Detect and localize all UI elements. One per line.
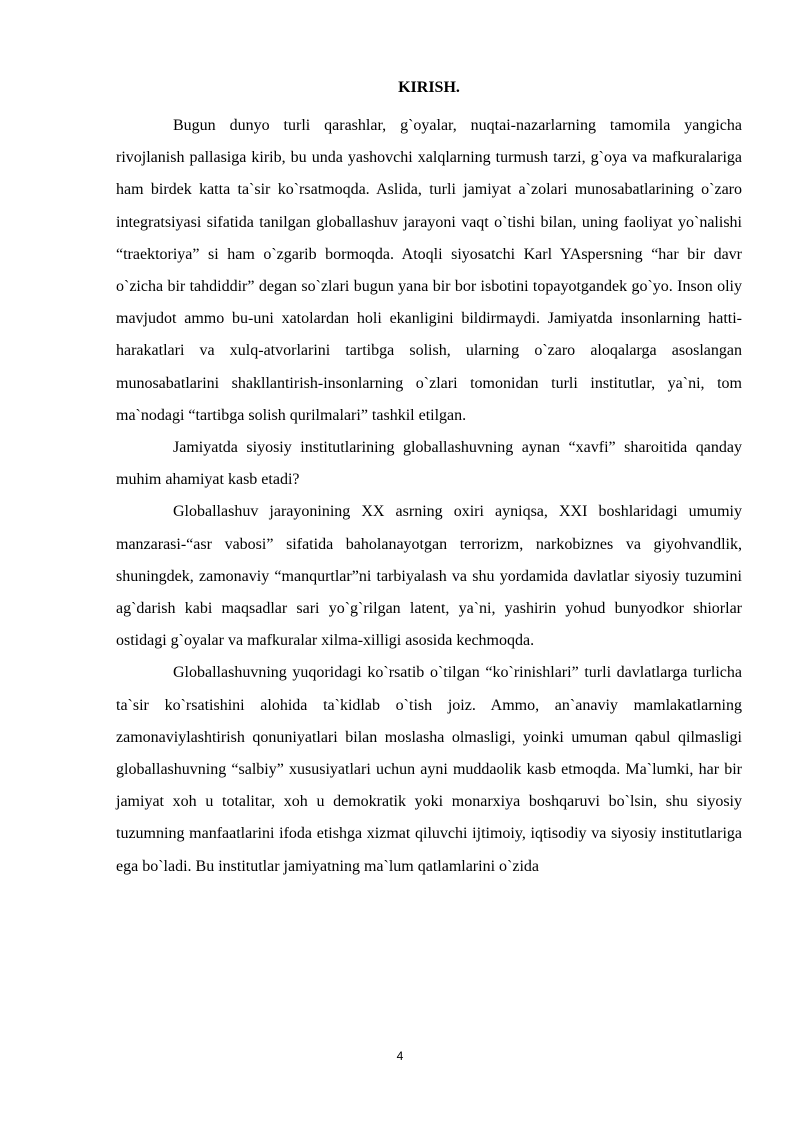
paragraph-globalization-effects: Globallashuvning yuqoridagi ko`rsatib o`tilgan “ko`rinishlari” turli davlatlarga turlicha ta`sir ko`rsatishini alohida ta`kidlab o`tish joiz. Ammo, an`anaviy mamlakatlarning zamonaviylashtirish qonuniyatlari bilan moslasha olmasligi, yoinki umuman qabul qilmasligi globallashuvning “salbiy” xususiyatlari uchun ayni muddaolik kasb etmoqda. Ma`lumki, har bir jamiyat xoh u totalitar, xoh u demokratik yoki monarxiya boshqaruvi bo`lsin, shu siyosiy tuzumning manfaatlarini ifoda etishga xizmat qiluvchi ijtimoiy, iqtisodiy va siyosiy institutlariga ega bo`ladi. Bu institutlar jamiyatning ma`lum qatlamlarini o`zida (116, 664, 742, 875)
page-number: 4 (396, 1049, 404, 1063)
paragraph-question: Jamiyatda siyosiy institutlarining globallashuvning aynan “xavfi” sharoitida qanday muhim ahamiyat kasb etadi? (116, 439, 742, 489)
paragraph-intro: Bugun dunyo turli qarashlar, g`oyalar, nuqtai-nazarlarning tamomila yangicha rivojlanish pallasiga kirib, bu unda yashovchi xalqlarning turmush tarzi, g`oya va mafkuralariga ham birdek katta ta`sir ko`rsatmoqda. Aslida, turli jamiyat a`zolari munosabatlarining o`zaro integratsiyasi sifatida tanilgan globallashuv jarayoni vaqt o`tishi bilan, uning faoliyat yo`nalishi “traektoriya” si ham o`zgarib bormoqda. Atoqli siyosatchi Karl YAspersning “har bir davr o`zicha bir tahdiddir” degan so`zlari bugun yana bir bor isbotini topayotgandek go`yo. Inson oliy mavjudot ammo bu-uni xatolardan holi ekanligini bildirmaydi. Jamiyatda insonlarning hatti- harakatlari va xulq-atvorlarini tartibga solish, ularning o`zaro aloqalarga asoslangan munosabatlarini shakllantirish-insonlarning o`zlari tomonidan turli institutlar, ya`ni, tom ma`nodagi “tartibga solish qurilmalari” tashkil etilgan. (116, 117, 742, 424)
section-title: KIRISH. (398, 79, 460, 96)
paragraph-globalization-process: Globallashuv jarayonining XX asrning oxiri ayniqsa, XXI boshlaridagi umumiy manzarasi-“asr vabosi” sifatida baholanayotgan terrorizm, narkobiznes va giyohvandlik, shuningdek, zamonaviy “manqurtlar”ni tarbiyalash va shu yordamida davlatlar siyosiy tuzumini ag`darish kabi maqsadlar sari yo`g`rilgan latent, ya`ni, yashirin yohud bunyodkor shiorlar ostidagi g`oyalar va mafkuralar xilma-xilligi asosida kechmoqda. (116, 503, 742, 650)
